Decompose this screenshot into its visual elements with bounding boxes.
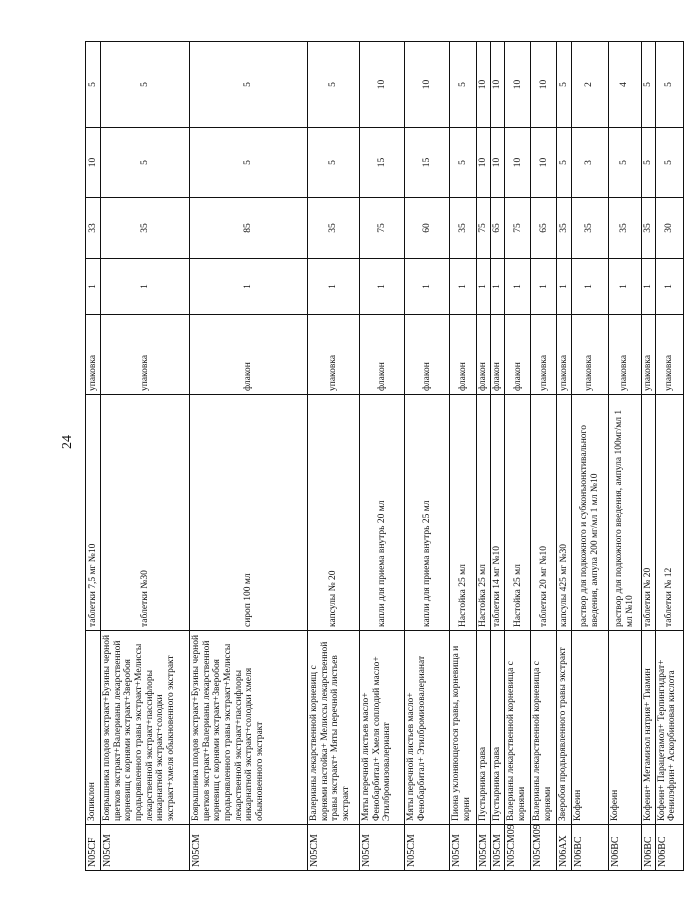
table-row — [405, 42, 450, 871]
quantity-2-cell: 35 — [571, 198, 608, 259]
table-row — [531, 42, 557, 871]
table-row — [505, 42, 531, 871]
quantity-3-cell: 5 — [190, 128, 308, 198]
drug-name-cell: Пустырника трава — [477, 631, 491, 825]
atc-code-cell: N05CM — [450, 825, 477, 871]
dosage-form-cell: таблетки №30 — [101, 395, 190, 631]
dosage-form-cell: капсулы № 20 — [308, 395, 360, 631]
quantity-2-cell: 35 — [557, 198, 571, 259]
atc-code-cell: N05CM09 — [505, 825, 531, 871]
drug-name-cell: Валерианы лекарственной корневища с корнями — [531, 631, 557, 825]
table-row — [360, 42, 405, 871]
unit-cell: упаковка — [571, 315, 608, 395]
quantity-4-cell: 5 — [655, 42, 683, 128]
quantity-1-cell: 1 — [571, 259, 608, 315]
table-row — [571, 42, 608, 871]
drug-name-cell: Мяты перечной листьев масло+ Фенобарбитал+ Этилбромизовалерианат — [405, 631, 450, 825]
dosage-form-cell: таблетки № 20 — [641, 395, 655, 631]
quantity-1-cell: 1 — [86, 259, 101, 315]
unit-cell: упаковка — [608, 315, 641, 395]
quantity-3-cell: 5 — [557, 128, 571, 198]
quantity-2-cell: 65 — [531, 198, 557, 259]
unit-cell: флакон — [477, 315, 491, 395]
unit-cell: флакон — [505, 315, 531, 395]
table-row — [308, 42, 360, 871]
quantity-1-cell: 1 — [190, 259, 308, 315]
drug-table-body — [86, 42, 684, 871]
dosage-form-cell: таблетки 14 мг №10 — [491, 395, 505, 631]
dosage-form-cell: капли для приема внутрь 20 мл — [360, 395, 405, 631]
quantity-2-cell: 35 — [641, 198, 655, 259]
quantity-4-cell: 10 — [491, 42, 505, 128]
table-row — [190, 42, 308, 871]
dosage-form-cell: Настойка 25 мл — [450, 395, 477, 631]
quantity-1-cell: 1 — [655, 259, 683, 315]
quantity-3-cell: 5 — [308, 128, 360, 198]
quantity-4-cell: 5 — [190, 42, 308, 128]
drug-name-cell: Мяты перечной листьев масло+ Фенобарбитал+ Хмеля соплодий масло+ Этилбромизовалерианат — [360, 631, 405, 825]
dosage-form-cell: таблетки № 12 — [655, 395, 683, 631]
quantity-4-cell: 2 — [571, 42, 608, 128]
atc-code-cell: N05CM — [405, 825, 450, 871]
quantity-3-cell: 5 — [450, 128, 477, 198]
atc-code-cell: N06AX — [557, 825, 571, 871]
rotated-table-wrapper — [85, 42, 678, 871]
drug-name-cell: Пустырника трава — [491, 631, 505, 825]
table-row — [641, 42, 655, 871]
quantity-3-cell: 5 — [101, 128, 190, 198]
quantity-2-cell: 75 — [477, 198, 491, 259]
drug-name-cell: Кофеин+ Парацетамол+ Терпингидрат+ Фенилэфрин+ Аскорбиновая кислота — [655, 631, 683, 825]
quantity-3-cell: 15 — [360, 128, 405, 198]
dosage-form-cell: таблетки 7,5 мг №10 — [86, 395, 101, 631]
unit-cell: флакон — [491, 315, 505, 395]
quantity-1-cell: 1 — [491, 259, 505, 315]
quantity-3-cell: 3 — [571, 128, 608, 198]
quantity-3-cell: 10 — [477, 128, 491, 198]
quantity-3-cell: 5 — [608, 128, 641, 198]
quantity-1-cell: 1 — [557, 259, 571, 315]
quantity-1-cell: 1 — [531, 259, 557, 315]
quantity-2-cell: 33 — [86, 198, 101, 259]
unit-cell: флакон — [190, 315, 308, 395]
unit-cell: упаковка — [308, 315, 360, 395]
dosage-form-cell: раствор для подкожного введения, ампула 100мг/мл 1 мл №10 — [608, 395, 641, 631]
quantity-4-cell: 10 — [477, 42, 491, 128]
unit-cell: упаковка — [101, 315, 190, 395]
drug-name-cell: Пиона уклоняющегося травы, корневища и корни — [450, 631, 477, 825]
table-row — [557, 42, 571, 871]
unit-cell: упаковка — [531, 315, 557, 395]
quantity-3-cell: 5 — [641, 128, 655, 198]
drug-name-cell: Кофеин — [571, 631, 608, 825]
atc-code-cell: N06BC — [641, 825, 655, 871]
atc-code-cell: N05CM — [477, 825, 491, 871]
atc-code-cell: N05CM — [360, 825, 405, 871]
quantity-4-cell: 5 — [308, 42, 360, 128]
quantity-1-cell: 1 — [608, 259, 641, 315]
quantity-1-cell: 1 — [641, 259, 655, 315]
page-number: 24 — [60, 435, 75, 449]
drug-table — [85, 41, 684, 871]
quantity-2-cell: 75 — [360, 198, 405, 259]
table-row — [655, 42, 683, 871]
quantity-4-cell: 5 — [450, 42, 477, 128]
table-row — [477, 42, 491, 871]
dosage-form-cell: сироп 100 мл — [190, 395, 308, 631]
drug-name-cell: Боярышника плодов экстракт+Бузины черной цветков экстракт+Валерианы лекарственной корневищ с корнями экстракт+Зверобоя продырявленного травы экстракт+Мелиссы лекарственной экстракт+пассифлоры инкарнатной экстракт+солодки хмеля обыкновенного экстракт — [190, 631, 308, 825]
quantity-4-cell: 10 — [531, 42, 557, 128]
quantity-2-cell: 35 — [308, 198, 360, 259]
quantity-2-cell: 85 — [190, 198, 308, 259]
dosage-form-cell: таблетки 20 мг №10 — [531, 395, 557, 631]
atc-code-cell: N06BC — [608, 825, 641, 871]
quantity-4-cell: 10 — [405, 42, 450, 128]
atc-code-cell: N06BC — [571, 825, 608, 871]
quantity-4-cell: 4 — [608, 42, 641, 128]
quantity-2-cell: 60 — [405, 198, 450, 259]
drug-name-cell: Кофеин+ Метамизол натрия+ Тиамин — [641, 631, 655, 825]
quantity-2-cell: 75 — [505, 198, 531, 259]
dosage-form-cell: раствор для подкожного и субконъюнктивального введения, ампула 200 мг/мл 1 мл №10 — [571, 395, 608, 631]
table-row — [86, 42, 101, 871]
drug-name-cell: Боярышника плодов экстракт+Бузины черной цветков экстракт+Валерианы лекарственной корневищ с корнями экстракт+Зверобоя продырявленного травы экстракт+Мелиссы лекарственной экстракт+пассифлоры инкарнатной экстракт+солодки экстракт+хмеля обыкновенного экстракт — [101, 631, 190, 825]
drug-name-cell: Зопиклон — [86, 631, 101, 825]
quantity-3-cell: 10 — [491, 128, 505, 198]
drug-name-cell: Валерианы лекарственной корневища с корнями — [505, 631, 531, 825]
table-row — [491, 42, 505, 871]
unit-cell: упаковка — [86, 315, 101, 395]
quantity-4-cell: 5 — [641, 42, 655, 128]
quantity-3-cell: 15 — [405, 128, 450, 198]
quantity-1-cell: 1 — [450, 259, 477, 315]
quantity-1-cell: 1 — [505, 259, 531, 315]
quantity-1-cell: 1 — [308, 259, 360, 315]
quantity-2-cell: 35 — [608, 198, 641, 259]
atc-code-cell: N06BC — [655, 825, 683, 871]
quantity-2-cell: 65 — [491, 198, 505, 259]
quantity-3-cell: 10 — [86, 128, 101, 198]
dosage-form-cell: капсулы 425 мг №30 — [557, 395, 571, 631]
atc-code-cell: N05CM — [308, 825, 360, 871]
quantity-2-cell: 30 — [655, 198, 683, 259]
unit-cell: упаковка — [641, 315, 655, 395]
dosage-form-cell: Настойка 25 мл — [505, 395, 531, 631]
atc-code-cell: N05CM — [190, 825, 308, 871]
quantity-2-cell: 35 — [450, 198, 477, 259]
quantity-4-cell: 10 — [360, 42, 405, 128]
atc-code-cell: N05CM — [491, 825, 505, 871]
quantity-1-cell: 1 — [360, 259, 405, 315]
unit-cell: флакон — [450, 315, 477, 395]
quantity-1-cell: 1 — [477, 259, 491, 315]
table-row — [450, 42, 477, 871]
quantity-4-cell: 5 — [86, 42, 101, 128]
drug-name-cell: Валерианы лекарственной корневищ с корнями настойка+ Мелиссы лекарственной травы экстракт+ Мяты перечной листьев экстракт — [308, 631, 360, 825]
unit-cell: флакон — [405, 315, 450, 395]
dosage-form-cell: капли для приема внутрь 25 мл — [405, 395, 450, 631]
quantity-1-cell: 1 — [405, 259, 450, 315]
unit-cell: упаковка — [557, 315, 571, 395]
atc-code-cell: N05CM09 — [531, 825, 557, 871]
table-row — [101, 42, 190, 871]
atc-code-cell: N05CM — [101, 825, 190, 871]
quantity-4-cell: 10 — [505, 42, 531, 128]
quantity-4-cell: 5 — [101, 42, 190, 128]
atc-code-cell: N05CF — [86, 825, 101, 871]
quantity-2-cell: 35 — [101, 198, 190, 259]
quantity-4-cell: 5 — [557, 42, 571, 128]
quantity-1-cell: 1 — [101, 259, 190, 315]
dosage-form-cell: Настойка 25 мл — [477, 395, 491, 631]
quantity-3-cell: 10 — [531, 128, 557, 198]
drug-name-cell: Кофеин — [608, 631, 641, 825]
unit-cell: упаковка — [655, 315, 683, 395]
quantity-3-cell: 10 — [505, 128, 531, 198]
drug-name-cell: Зверобоя продырявленного травы экстракт — [557, 631, 571, 825]
table-row — [608, 42, 641, 871]
unit-cell: флакон — [360, 315, 405, 395]
quantity-3-cell: 5 — [655, 128, 683, 198]
